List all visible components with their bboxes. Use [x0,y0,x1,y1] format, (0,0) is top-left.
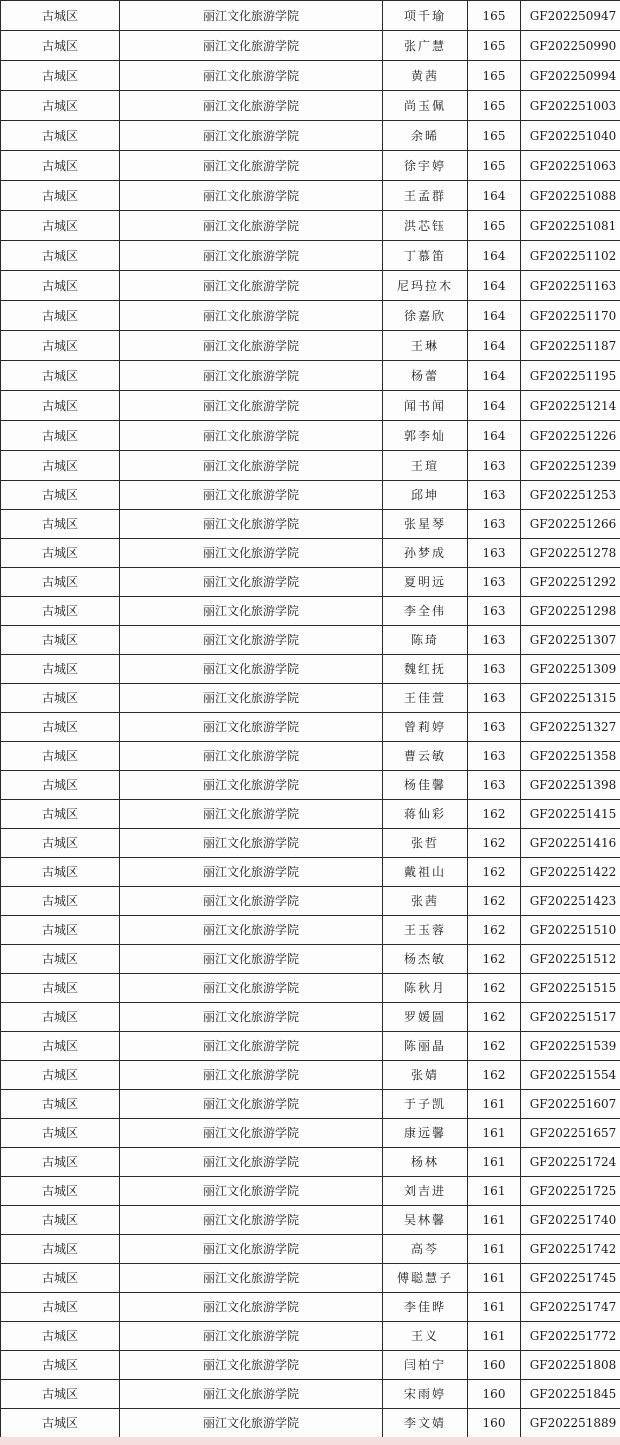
name-cell: 曾莉婷 [383,713,468,742]
school-cell: 丽江文化旅游学院 [120,361,383,391]
school-cell: 丽江文化旅游学院 [120,713,383,742]
school-cell: 丽江文化旅游学院 [120,568,383,597]
table-row [1,713,620,742]
exam-id-cell: GF202251292 [521,568,620,597]
score-cell: 164 [468,361,521,391]
school-cell: 丽江文化旅游学院 [120,1206,383,1235]
table-row [1,1,620,31]
district-cell: 古城区 [1,1177,120,1206]
exam-id-cell: GF202251889 [521,1409,620,1438]
score-cell: 165 [468,151,521,181]
score-cell: 162 [468,974,521,1003]
score-cell: 161 [468,1235,521,1264]
school-cell: 丽江文化旅游学院 [120,301,383,331]
name-cell: 王玉蓉 [383,916,468,945]
district-cell: 古城区 [1,481,120,510]
school-cell: 丽江文化旅游学院 [120,1409,383,1438]
school-cell: 丽江文化旅游学院 [120,1322,383,1351]
table-row [1,800,620,829]
district-cell: 古城区 [1,451,120,481]
school-cell: 丽江文化旅游学院 [120,974,383,1003]
exam-id-cell: GF202251772 [521,1322,620,1351]
exam-id-cell: GF202251003 [521,91,620,121]
table-row [1,1148,620,1177]
exam-id-cell: GF202251253 [521,481,620,510]
name-cell: 李佳晔 [383,1293,468,1322]
name-cell: 张广慧 [383,31,468,61]
score-cell: 162 [468,800,521,829]
name-cell: 孙梦成 [383,539,468,568]
score-cell: 161 [468,1090,521,1119]
school-cell: 丽江文化旅游学院 [120,916,383,945]
exam-id-cell: GF202251063 [521,151,620,181]
school-cell: 丽江文化旅游学院 [120,1061,383,1090]
name-cell: 高芩 [383,1235,468,1264]
table-row [1,91,620,121]
name-cell: 宋雨婷 [383,1380,468,1409]
score-cell: 162 [468,858,521,887]
table-row [1,481,620,510]
district-cell: 古城区 [1,1206,120,1235]
school-cell: 丽江文化旅游学院 [120,858,383,887]
score-cell: 160 [468,1409,521,1438]
exam-id-cell: GF202251725 [521,1177,620,1206]
table-row [1,655,620,684]
school-cell: 丽江文化旅游学院 [120,121,383,151]
school-cell: 丽江文化旅游学院 [120,510,383,539]
school-cell: 丽江文化旅游学院 [120,1351,383,1380]
district-cell: 古城区 [1,916,120,945]
school-cell: 丽江文化旅游学院 [120,1235,383,1264]
name-cell: 李文婧 [383,1409,468,1438]
exam-id-cell: GF202251515 [521,974,620,1003]
district-cell: 古城区 [1,684,120,713]
exam-id-cell: GF202251657 [521,1119,620,1148]
score-cell: 163 [468,655,521,684]
district-cell: 古城区 [1,1235,120,1264]
name-cell: 王瑄 [383,451,468,481]
table-row [1,361,620,391]
score-cell: 163 [468,771,521,800]
table-row [1,568,620,597]
score-cell: 164 [468,241,521,271]
name-cell: 张婧 [383,1061,468,1090]
district-cell: 古城区 [1,271,120,301]
table-row [1,945,620,974]
district-cell: 古城区 [1,1264,120,1293]
exam-id-cell: GF202251724 [521,1148,620,1177]
exam-id-cell: GF202251745 [521,1264,620,1293]
table-row [1,771,620,800]
name-cell: 魏红抚 [383,655,468,684]
school-cell: 丽江文化旅游学院 [120,771,383,800]
school-cell: 丽江文化旅游学院 [120,945,383,974]
exam-id-cell: GF202251163 [521,271,620,301]
exam-id-cell: GF202251327 [521,713,620,742]
district-cell: 古城区 [1,713,120,742]
table-row [1,391,620,421]
table-row [1,539,620,568]
school-cell: 丽江文化旅游学院 [120,211,383,241]
score-cell: 165 [468,121,521,151]
table-row [1,1119,620,1148]
exam-id-cell: GF202251266 [521,510,620,539]
score-cell: 165 [468,1,521,31]
table-row [1,121,620,151]
district-cell: 古城区 [1,331,120,361]
candidate-table-body [1,1,620,1438]
exam-id-cell: GF202251278 [521,539,620,568]
table-row [1,858,620,887]
exam-id-cell: GF202251102 [521,241,620,271]
page-bottom-edge [0,1437,620,1445]
name-cell: 徐宇婷 [383,151,468,181]
name-cell: 杨林 [383,1148,468,1177]
district-cell: 古城区 [1,1090,120,1119]
district-cell: 古城区 [1,887,120,916]
score-cell: 163 [468,684,521,713]
name-cell: 闻书闻 [383,391,468,421]
name-cell: 洪芯钰 [383,211,468,241]
district-cell: 古城区 [1,858,120,887]
table-row [1,597,620,626]
school-cell: 丽江文化旅游学院 [120,1264,383,1293]
score-cell: 163 [468,713,521,742]
school-cell: 丽江文化旅游学院 [120,684,383,713]
table-row [1,1003,620,1032]
table-row [1,1351,620,1380]
district-cell: 古城区 [1,1119,120,1148]
name-cell: 刘吉进 [383,1177,468,1206]
score-cell: 163 [468,539,521,568]
name-cell: 闫柏宁 [383,1351,468,1380]
school-cell: 丽江文化旅游学院 [120,91,383,121]
table-row [1,271,620,301]
district-cell: 古城区 [1,241,120,271]
score-cell: 165 [468,91,521,121]
district-cell: 古城区 [1,1409,120,1438]
exam-id-cell: GF202251808 [521,1351,620,1380]
exam-id-cell: GF202251740 [521,1206,620,1235]
exam-id-cell: GF202251510 [521,916,620,945]
score-cell: 164 [468,301,521,331]
exam-id-cell: GF202251239 [521,451,620,481]
exam-id-cell: GF202251195 [521,361,620,391]
exam-id-cell: GF202251747 [521,1293,620,1322]
table-row [1,1409,620,1438]
exam-id-cell: GF202251040 [521,121,620,151]
district-cell: 古城区 [1,1322,120,1351]
district-cell: 古城区 [1,211,120,241]
name-cell: 张哲 [383,829,468,858]
school-cell: 丽江文化旅游学院 [120,181,383,211]
score-cell: 162 [468,916,521,945]
exam-id-cell: GF202251309 [521,655,620,684]
school-cell: 丽江文化旅游学院 [120,61,383,91]
name-cell: 王佳萱 [383,684,468,713]
table-row [1,1293,620,1322]
table-row [1,916,620,945]
score-cell: 160 [468,1351,521,1380]
school-cell: 丽江文化旅游学院 [120,742,383,771]
score-cell: 165 [468,31,521,61]
table-row [1,1264,620,1293]
school-cell: 丽江文化旅游学院 [120,1148,383,1177]
district-cell: 古城区 [1,742,120,771]
exam-id-cell: GF202251170 [521,301,620,331]
school-cell: 丽江文化旅游学院 [120,539,383,568]
score-cell: 163 [468,451,521,481]
exam-id-cell: GF202251539 [521,1032,620,1061]
table-row [1,421,620,451]
score-cell: 163 [468,510,521,539]
district-cell: 古城区 [1,1351,120,1380]
table-row [1,1206,620,1235]
district-cell: 古城区 [1,421,120,451]
exam-id-cell: GF202251315 [521,684,620,713]
score-cell: 165 [468,61,521,91]
table-row [1,626,620,655]
table-row [1,211,620,241]
name-cell: 陈琦 [383,626,468,655]
score-cell: 164 [468,421,521,451]
district-cell: 古城区 [1,61,120,91]
score-cell: 161 [468,1322,521,1351]
name-cell: 张星琴 [383,510,468,539]
district-cell: 古城区 [1,597,120,626]
exam-id-cell: GF202250947 [521,1,620,31]
name-cell: 张茜 [383,887,468,916]
score-cell: 160 [468,1380,521,1409]
district-cell: 古城区 [1,1380,120,1409]
score-cell: 163 [468,626,521,655]
district-cell: 古城区 [1,1293,120,1322]
school-cell: 丽江文化旅游学院 [120,1293,383,1322]
name-cell: 蒋仙彩 [383,800,468,829]
district-cell: 古城区 [1,974,120,1003]
name-cell: 尚玉佩 [383,91,468,121]
table-row [1,1061,620,1090]
exam-id-cell: GF202251423 [521,887,620,916]
exam-id-cell: GF202250990 [521,31,620,61]
district-cell: 古城区 [1,151,120,181]
district-cell: 古城区 [1,626,120,655]
exam-id-cell: GF202251398 [521,771,620,800]
school-cell: 丽江文化旅游学院 [120,1177,383,1206]
district-cell: 古城区 [1,800,120,829]
district-cell: 古城区 [1,1148,120,1177]
score-cell: 164 [468,181,521,211]
exam-id-cell: GF202251081 [521,211,620,241]
district-cell: 古城区 [1,391,120,421]
table-row [1,61,620,91]
table-row [1,887,620,916]
school-cell: 丽江文化旅游学院 [120,1003,383,1032]
school-cell: 丽江文化旅游学院 [120,829,383,858]
name-cell: 罗媛圆 [383,1003,468,1032]
exam-id-cell: GF202251517 [521,1003,620,1032]
school-cell: 丽江文化旅游学院 [120,421,383,451]
name-cell: 邱坤 [383,481,468,510]
score-cell: 163 [468,481,521,510]
district-cell: 古城区 [1,301,120,331]
table-row [1,1090,620,1119]
name-cell: 尼玛拉木 [383,271,468,301]
score-cell: 161 [468,1206,521,1235]
exam-id-cell: GF202251416 [521,829,620,858]
table-row [1,829,620,858]
table-row [1,151,620,181]
district-cell: 古城区 [1,121,120,151]
district-cell: 古城区 [1,1003,120,1032]
school-cell: 丽江文化旅游学院 [120,271,383,301]
district-cell: 古城区 [1,1,120,31]
score-cell: 163 [468,742,521,771]
school-cell: 丽江文化旅游学院 [120,655,383,684]
name-cell: 余晞 [383,121,468,151]
table-row [1,1177,620,1206]
name-cell: 丁慕笛 [383,241,468,271]
name-cell: 王琳 [383,331,468,361]
table-row [1,31,620,61]
exam-id-cell: GF202251845 [521,1380,620,1409]
name-cell: 吴林馨 [383,1206,468,1235]
name-cell: 李全伟 [383,597,468,626]
name-cell: 戴祖山 [383,858,468,887]
exam-id-cell: GF202251307 [521,626,620,655]
score-cell: 163 [468,568,521,597]
table-row [1,241,620,271]
exam-id-cell: GF202251214 [521,391,620,421]
district-cell: 古城区 [1,539,120,568]
score-cell: 161 [468,1264,521,1293]
table-row [1,974,620,1003]
exam-id-cell: GF202251088 [521,181,620,211]
name-cell: 于子凯 [383,1090,468,1119]
table-row [1,742,620,771]
district-cell: 古城区 [1,771,120,800]
name-cell: 陈秋月 [383,974,468,1003]
school-cell: 丽江文化旅游学院 [120,626,383,655]
district-cell: 古城区 [1,1061,120,1090]
school-cell: 丽江文化旅游学院 [120,331,383,361]
exam-id-cell: GF202251554 [521,1061,620,1090]
name-cell: 王孟群 [383,181,468,211]
name-cell: 郭李灿 [383,421,468,451]
score-cell: 162 [468,945,521,974]
district-cell: 古城区 [1,361,120,391]
name-cell: 夏明远 [383,568,468,597]
table-row [1,684,620,713]
district-cell: 古城区 [1,945,120,974]
school-cell: 丽江文化旅游学院 [120,887,383,916]
district-cell: 古城区 [1,655,120,684]
table-row [1,451,620,481]
exam-id-cell: GF202251358 [521,742,620,771]
table-row [1,181,620,211]
score-cell: 164 [468,391,521,421]
table-row [1,331,620,361]
school-cell: 丽江文化旅游学院 [120,1119,383,1148]
school-cell: 丽江文化旅游学院 [120,151,383,181]
name-cell: 杨佳馨 [383,771,468,800]
exam-id-cell: GF202251422 [521,858,620,887]
school-cell: 丽江文化旅游学院 [120,1380,383,1409]
exam-id-cell: GF202250994 [521,61,620,91]
name-cell: 康远馨 [383,1119,468,1148]
score-cell: 161 [468,1148,521,1177]
table-row [1,1380,620,1409]
table-row [1,301,620,331]
school-cell: 丽江文化旅游学院 [120,1,383,31]
district-cell: 古城区 [1,31,120,61]
name-cell: 王义 [383,1322,468,1351]
district-cell: 古城区 [1,510,120,539]
school-cell: 丽江文化旅游学院 [120,391,383,421]
district-cell: 古城区 [1,181,120,211]
school-cell: 丽江文化旅游学院 [120,481,383,510]
score-cell: 164 [468,331,521,361]
score-cell: 164 [468,271,521,301]
table-row [1,1235,620,1264]
name-cell: 徐嘉欣 [383,301,468,331]
exam-id-cell: GF202251415 [521,800,620,829]
exam-id-cell: GF202251187 [521,331,620,361]
name-cell: 黄茜 [383,61,468,91]
district-cell: 古城区 [1,1032,120,1061]
table-row [1,1322,620,1351]
name-cell: 曹云敏 [383,742,468,771]
name-cell: 项千瑜 [383,1,468,31]
school-cell: 丽江文化旅游学院 [120,451,383,481]
school-cell: 丽江文化旅游学院 [120,241,383,271]
score-cell: 162 [468,829,521,858]
score-cell: 162 [468,1061,521,1090]
exam-id-cell: GF202251298 [521,597,620,626]
score-cell: 161 [468,1177,521,1206]
district-cell: 古城区 [1,829,120,858]
school-cell: 丽江文化旅游学院 [120,1032,383,1061]
school-cell: 丽江文化旅游学院 [120,800,383,829]
name-cell: 杨蕾 [383,361,468,391]
score-cell: 162 [468,1003,521,1032]
exam-id-cell: GF202251607 [521,1090,620,1119]
score-cell: 163 [468,597,521,626]
score-cell: 161 [468,1293,521,1322]
name-cell: 陈丽晶 [383,1032,468,1061]
exam-id-cell: GF202251512 [521,945,620,974]
exam-id-cell: GF202251742 [521,1235,620,1264]
score-cell: 165 [468,211,521,241]
school-cell: 丽江文化旅游学院 [120,597,383,626]
exam-id-cell: GF202251226 [521,421,620,451]
district-cell: 古城区 [1,568,120,597]
district-cell: 古城区 [1,91,120,121]
school-cell: 丽江文化旅游学院 [120,31,383,61]
score-cell: 161 [468,1119,521,1148]
score-cell: 162 [468,887,521,916]
name-cell: 杨杰敏 [383,945,468,974]
score-cell: 162 [468,1032,521,1061]
table-row [1,510,620,539]
table-row [1,1032,620,1061]
name-cell: 傅聪慧子 [383,1264,468,1293]
school-cell: 丽江文化旅游学院 [120,1090,383,1119]
